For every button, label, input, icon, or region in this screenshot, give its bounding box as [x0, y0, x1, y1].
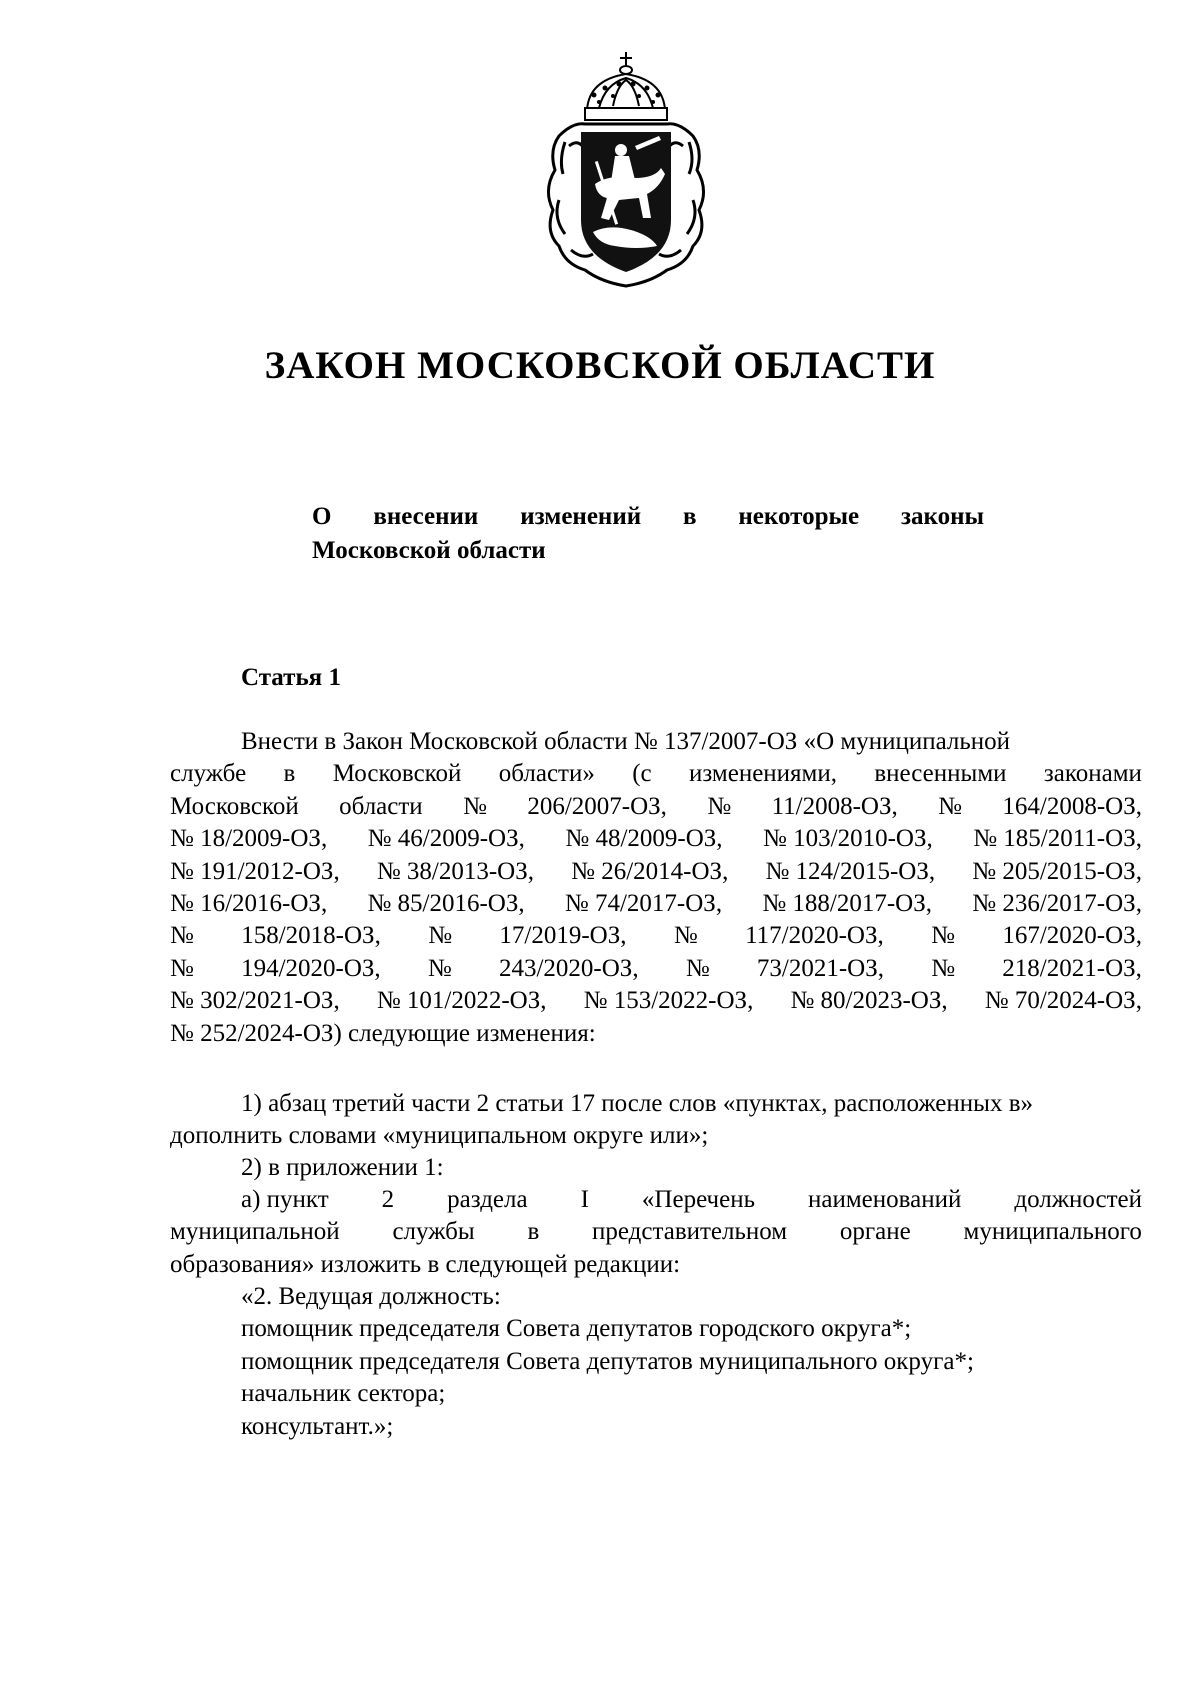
word: органе [839, 1218, 911, 1246]
word: № [673, 922, 698, 950]
word: № 236/2017-ОЗ, [972, 890, 1142, 918]
word: области [339, 792, 423, 820]
word: 243/2020-ОЗ, [498, 954, 639, 982]
word: № 16/2016-ОЗ, [170, 890, 328, 918]
word: № [428, 922, 453, 950]
quote-line: «2. Ведущая должность: [241, 1283, 501, 1310]
word: № 85/2016-ОЗ, [367, 890, 525, 918]
word: Московской [170, 792, 299, 820]
word: № [707, 792, 732, 820]
word: № 205/2015-ОЗ, [972, 857, 1142, 885]
paragraph-line: дополнить словами «муниципальном округе или»; [170, 1122, 709, 1150]
word: № 302/2021-ОЗ, [170, 987, 340, 1015]
word: внесенными [874, 760, 1007, 788]
word: области» [498, 760, 595, 788]
word: в [683, 503, 697, 530]
paragraph-amendment-intro [170, 726, 1142, 1050]
paragraph-line [170, 856, 1142, 888]
word: № 18/2009-ОЗ, [170, 825, 328, 853]
word: № [931, 922, 955, 950]
paragraph-line [170, 1088, 1142, 1120]
word: 2 [381, 1186, 395, 1213]
paragraph-line [170, 1216, 1142, 1248]
word: № 103/2010-ОЗ, [763, 825, 933, 853]
paragraph-line: 2) в приложении 1: [241, 1154, 444, 1181]
paragraph-line [170, 726, 1142, 758]
word: № [170, 922, 194, 950]
quote-line: помощник председателя Совета депутатов муниципального округа*; [241, 1347, 974, 1375]
quote-line: помощник председателя Совета депутатов городского округа*; [241, 1315, 912, 1343]
paragraph-line [170, 985, 1142, 1017]
word: 167/2020-ОЗ, [1002, 922, 1142, 950]
word: 1) абзац третий части 2 статьи 17 после слов «пунктах, расположенных в» [241, 1090, 1033, 1117]
word: муниципальной [170, 1218, 340, 1246]
word: № 101/2022-ОЗ, [376, 987, 547, 1015]
word: № 185/2011-ОЗ, [973, 825, 1142, 853]
word: № 124/2015-ОЗ, [765, 857, 936, 885]
word: № [427, 954, 452, 982]
word: законы [900, 503, 984, 530]
word: 218/2021-ОЗ, [1002, 954, 1142, 982]
word: 117/2020-ОЗ, [745, 922, 884, 950]
word: 206/2007-ОЗ, [527, 792, 667, 820]
quote-line: начальник сектора; [241, 1380, 446, 1408]
word: № 153/2022-ОЗ, [583, 987, 754, 1015]
word: муниципального [963, 1218, 1142, 1246]
moscow-oblast-coat-of-arms-icon [539, 50, 714, 290]
word: наименований [808, 1186, 962, 1213]
word: № [685, 954, 710, 982]
quote-line: консультант.»; [241, 1412, 394, 1440]
word: изменений [520, 503, 642, 530]
paragraph-line [170, 1184, 1142, 1216]
word: в [283, 760, 296, 788]
item-1 [170, 1088, 1142, 1153]
word: службе [170, 760, 247, 788]
word: О [312, 503, 332, 530]
paragraph-line [170, 758, 1142, 790]
word: 11/2008-ОЗ, [771, 792, 898, 820]
article-heading: Статья 1 [241, 664, 341, 691]
word: № [931, 954, 956, 982]
word: Внести в Закон Московской области № 137/2007-ОЗ «О муниципальной [241, 728, 1011, 755]
subtitle-line-1 [312, 500, 984, 534]
word: № 26/2014-ОЗ, [571, 857, 729, 885]
word: законами [1043, 760, 1142, 788]
word: некоторые [738, 503, 860, 530]
word: а) пункт [241, 1186, 329, 1213]
subtitle-line-2: Московской области [312, 537, 546, 564]
word: № 80/2023-ОЗ, [790, 987, 948, 1015]
word: раздела [447, 1186, 528, 1213]
paragraph-line: образования» изложить в следующей редакции: [170, 1250, 681, 1278]
word: 194/2020-ОЗ, [241, 954, 381, 982]
word: № 191/2012-ОЗ, [170, 857, 340, 885]
word: № [938, 792, 962, 820]
word: изменениями, [689, 760, 837, 788]
paragraph-line: № 252/2024-ОЗ) следующие изменения: [170, 1019, 596, 1047]
word: № 46/2009-ОЗ, [367, 825, 525, 853]
word: представительном [592, 1218, 788, 1246]
law-title: ЗАКОН МОСКОВСКОЙ ОБЛАСТИ [264, 344, 936, 387]
paragraph-line [170, 953, 1142, 985]
word: 158/2018-ОЗ, [241, 922, 381, 950]
word: Московской [332, 760, 462, 788]
law-subtitle [312, 500, 984, 568]
word: № 38/2013-ОЗ, [376, 857, 535, 885]
paragraph-line [170, 920, 1142, 952]
word: внесении [373, 503, 479, 530]
item-2a [170, 1184, 1142, 1281]
word: 164/2008-ОЗ, [1002, 792, 1142, 820]
word: в [527, 1218, 540, 1246]
quoted-new-wording [241, 1281, 1142, 1443]
word: № [463, 792, 487, 820]
word: № 74/2017-ОЗ, [564, 890, 723, 918]
paragraph-line [170, 791, 1142, 823]
word: № 188/2017-ОЗ, [762, 890, 933, 918]
word: (с [632, 760, 652, 788]
word: № 70/2024-ОЗ, [984, 987, 1142, 1015]
word: службы [392, 1218, 475, 1246]
word: 73/2021-ОЗ, [756, 954, 884, 982]
paragraph-line [170, 823, 1142, 855]
word: 17/2019-ОЗ, [499, 922, 627, 950]
item-2 [241, 1152, 1142, 1184]
word: должностей [1014, 1186, 1142, 1213]
word: «Перечень [641, 1186, 755, 1213]
paragraph-line [170, 888, 1142, 920]
word: № [170, 954, 194, 982]
word: I [580, 1186, 589, 1213]
word: № 48/2009-ОЗ, [565, 825, 723, 853]
